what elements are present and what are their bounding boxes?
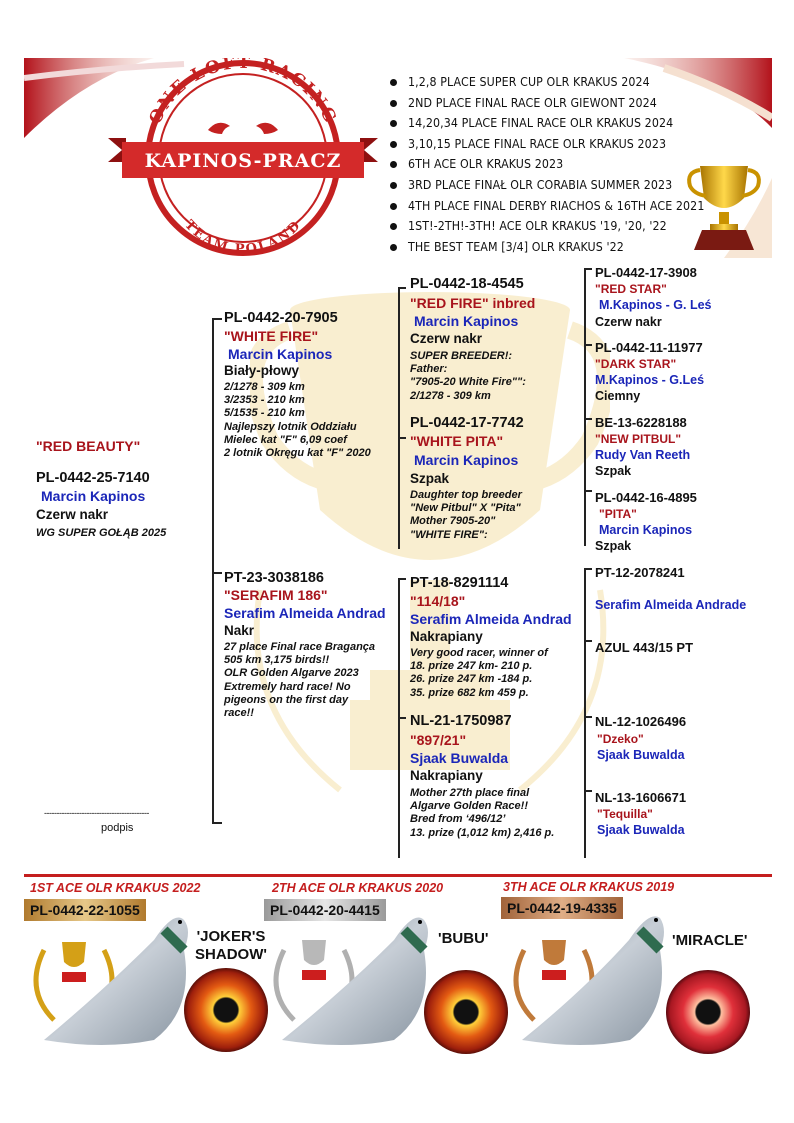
- logo-banner-text: KAPINOS-PRACZ: [144, 150, 342, 172]
- gen3-color: Ciemny: [595, 389, 641, 403]
- pigeon-miracle-image: [522, 916, 664, 1045]
- achievement-item: 14,20,34 PLACE FINAL RACE OLR KRAKUS 2024: [388, 113, 704, 134]
- gold-cup-icon: [684, 160, 764, 254]
- sd-owner: Marcin Kapinos: [414, 452, 519, 468]
- gen3-name: "PITA": [599, 507, 637, 521]
- gen3-ring: PL-0442-17-3908: [595, 265, 697, 280]
- sd-desc: Daughter top breeder "New Pitbul" X "Pita" Mother 7905-20" "WHITE FIRE":: [410, 489, 522, 541]
- subject-ring: PL-0442-25-7140: [36, 470, 150, 486]
- ace-title: 1ST ACE OLR KRAKUS 2022: [30, 881, 201, 895]
- bracket-tick: [584, 268, 592, 270]
- achievement-item: 3RD PLACE FINAŁ OLR CORABIA SUMMER 2023: [388, 175, 704, 196]
- ds-name: "114/18": [410, 593, 466, 609]
- bracket-tick: [584, 568, 592, 570]
- achievement-item: 2ND PLACE FINAL RACE OLR GIEWONT 2024: [388, 93, 704, 114]
- gen3-color: Czerw nakr: [595, 315, 662, 329]
- sire-name: "WHITE FIRE": [224, 328, 319, 344]
- bracket-tick: [398, 578, 406, 580]
- ace-pigeon-name: 'BUBU': [438, 930, 489, 947]
- gen3-owner: Sjaak Buwalda: [597, 748, 685, 762]
- section-divider: [24, 874, 772, 877]
- dd-color: Nakrapiany: [410, 768, 483, 783]
- achievement-item: 1,2,8 PLACE SUPER CUP OLR KRAKUS 2024: [388, 72, 704, 93]
- bracket-tick: [212, 572, 222, 574]
- gen3-ring: AZUL 443/15 PT: [595, 640, 694, 655]
- ace-ring-badge: PL-0442-19-4335: [501, 897, 623, 919]
- subject-color: Czerw nakr: [36, 507, 109, 522]
- dd-name: "897/21": [410, 732, 467, 748]
- ss-color: Czerw nakr: [410, 331, 483, 346]
- sire-owner: Marcin Kapinos: [228, 346, 333, 362]
- sire-ring: PL-0442-20-7905: [224, 310, 338, 326]
- ace-title: 3TH ACE OLR KRAKUS 2019: [503, 880, 675, 894]
- pedigree-bracket-5: [584, 568, 586, 858]
- gen3-name: "Dzeko": [597, 732, 644, 746]
- signature-line: ------------------------------------------: [44, 808, 149, 818]
- dam-name: "SERAFIM 186": [224, 587, 328, 603]
- logo-bottom-text: TEAM POLAND: [181, 217, 305, 258]
- ace-pigeon-name: 'MIRACLE': [672, 932, 748, 949]
- gen3-name: "DARK STAR": [595, 357, 677, 371]
- logo-top-text: ONE LOFT RACING: [145, 58, 341, 128]
- gen3-name: "RED STAR": [595, 282, 667, 296]
- sd-color: Szpak: [410, 471, 450, 486]
- pedigree-bracket-1: [212, 318, 214, 824]
- gen3-owner: Sjaak Buwalda: [597, 823, 685, 837]
- team-logo: [108, 58, 378, 258]
- ace-ring-badge: PL-0442-22-1055: [24, 899, 146, 921]
- achievement-item: 4TH PLACE FINAL DERBY RIACHOS & 16TH ACE 2021: [388, 196, 704, 217]
- dam-color: Nakr: [224, 623, 255, 638]
- gen3-owner: Serafim Almeida Andrade: [595, 598, 747, 612]
- ds-desc: Very good racer, winner of 18. prize 247 km- 210 p. 26. prize 247 km -184 p. 35. prize 682 km 459 p.: [410, 647, 548, 699]
- ace-pigeon-name: 'JOKER'S SHADOW': [195, 928, 267, 963]
- gen3-owner: Marcin Kapinos: [599, 523, 693, 537]
- pedigree-bracket-2: [398, 287, 400, 549]
- eye-joker-image: [184, 968, 268, 1052]
- ace-ring-badge: PL-0442-20-4415: [264, 899, 386, 921]
- bracket-tick: [398, 717, 406, 719]
- bracket-tick: [212, 822, 222, 824]
- signature-label: podpis: [101, 822, 134, 834]
- gen3-ring: NL-12-1026496: [595, 714, 687, 729]
- gen3-color: Szpak: [595, 539, 632, 553]
- ss-name: "RED FIRE" inbred: [410, 295, 536, 311]
- ds-owner: Serafim Almeida Andrad: [410, 611, 572, 627]
- achievement-item: THE BEST TEAM [3/4] OLR KRAKUS '22: [388, 237, 704, 258]
- eye-bubu-image: [424, 970, 508, 1054]
- sd-ring: PL-0442-17-7742: [410, 415, 524, 431]
- bracket-tick: [584, 716, 592, 718]
- bracket-tick: [584, 344, 592, 346]
- sire-desc: 2/1278 - 309 km 3/2353 - 210 km 5/1535 - 210 km Najlepszy lotnik Oddziału Mielec kat "F" 6,09 coef 2 lotnik Okręgu kat "F" 2020: [224, 381, 371, 459]
- gen3-ring: NL-13-1606671: [595, 790, 687, 805]
- dam-owner: Serafim Almeida Andrad: [224, 605, 386, 621]
- gen3-ring: PL-0442-11-11977: [595, 340, 703, 355]
- ace-pigeons-artwork: [24, 900, 772, 1060]
- achievement-item: 1ST!-2TH!-3TH! ACE OLR KRAKUS '19, '20, '22: [388, 216, 704, 237]
- achievement-item: 6TH ACE OLR KRAKUS 2023: [388, 154, 704, 175]
- ss-desc: SUPER BREEDER!: Father: "7905-20 White Fire"": 2/1278 - 309 km: [410, 350, 526, 402]
- logo-emblem: [108, 58, 378, 258]
- gen3-owner: Rudy Van Reeth: [595, 448, 691, 462]
- gen3-name: "Tequilla": [597, 807, 653, 821]
- gen3-ring: BE-13-6228188: [595, 415, 687, 430]
- gen3-ring: PT-12-2078241: [595, 565, 685, 580]
- pedigree-bracket-4: [584, 268, 586, 546]
- achievement-item: 3,10,15 PLACE FINAL RACE OLR KRAKUS 2023: [388, 134, 704, 155]
- bracket-tick: [398, 287, 406, 289]
- dam-desc: 27 place Final race Bragança 505 km 3,175 birds!! OLR Golden Algarve 2023 Extremely hard race! No pigeons on the first day race!!: [224, 641, 376, 719]
- ds-ring: PT-18-8291114: [410, 575, 509, 591]
- dam-ring: PT-23-3038186: [224, 570, 324, 586]
- eye-miracle-image: [666, 970, 750, 1054]
- pigeon-bubu-image: [282, 918, 428, 1046]
- gen3-name: "NEW PITBUL": [595, 432, 682, 446]
- dd-owner: Sjaak Buwalda: [410, 750, 509, 766]
- bracket-tick: [584, 640, 592, 642]
- ace-title: 2TH ACE OLR KRAKUS 2020: [272, 881, 444, 895]
- bracket-tick: [584, 418, 592, 420]
- gen3-owner: M.Kapinos - G.Leś: [595, 373, 705, 387]
- gen3-owner: M.Kapinos - G. Leś: [599, 298, 712, 312]
- achievements-list: [388, 72, 704, 257]
- gen3-ring: PL-0442-16-4895: [595, 490, 697, 505]
- sd-name: "WHITE PITA": [410, 433, 504, 449]
- sire-color: Biały-płowy: [224, 363, 300, 378]
- gen3-color: Szpak: [595, 464, 632, 478]
- subject-owner: Marcin Kapinos: [41, 488, 146, 504]
- ds-color: Nakrapiany: [410, 629, 483, 644]
- ss-ring: PL-0442-18-4545: [410, 276, 524, 292]
- bracket-tick: [212, 318, 222, 320]
- bracket-tick: [584, 790, 592, 792]
- bracket-tick: [398, 437, 406, 439]
- dd-desc: Mother 27th place final Algarve Golden Race!! Bred from ‘496/12’ 13. prize (1,012 km) 2,416 p.: [410, 787, 555, 839]
- subject-name: "RED BEAUTY": [36, 438, 141, 454]
- ss-owner: Marcin Kapinos: [414, 313, 519, 329]
- bracket-tick: [584, 490, 592, 492]
- subject-note: WG SUPER GOŁĄB 2025: [36, 527, 167, 539]
- dd-ring: NL-21-1750987: [410, 713, 512, 729]
